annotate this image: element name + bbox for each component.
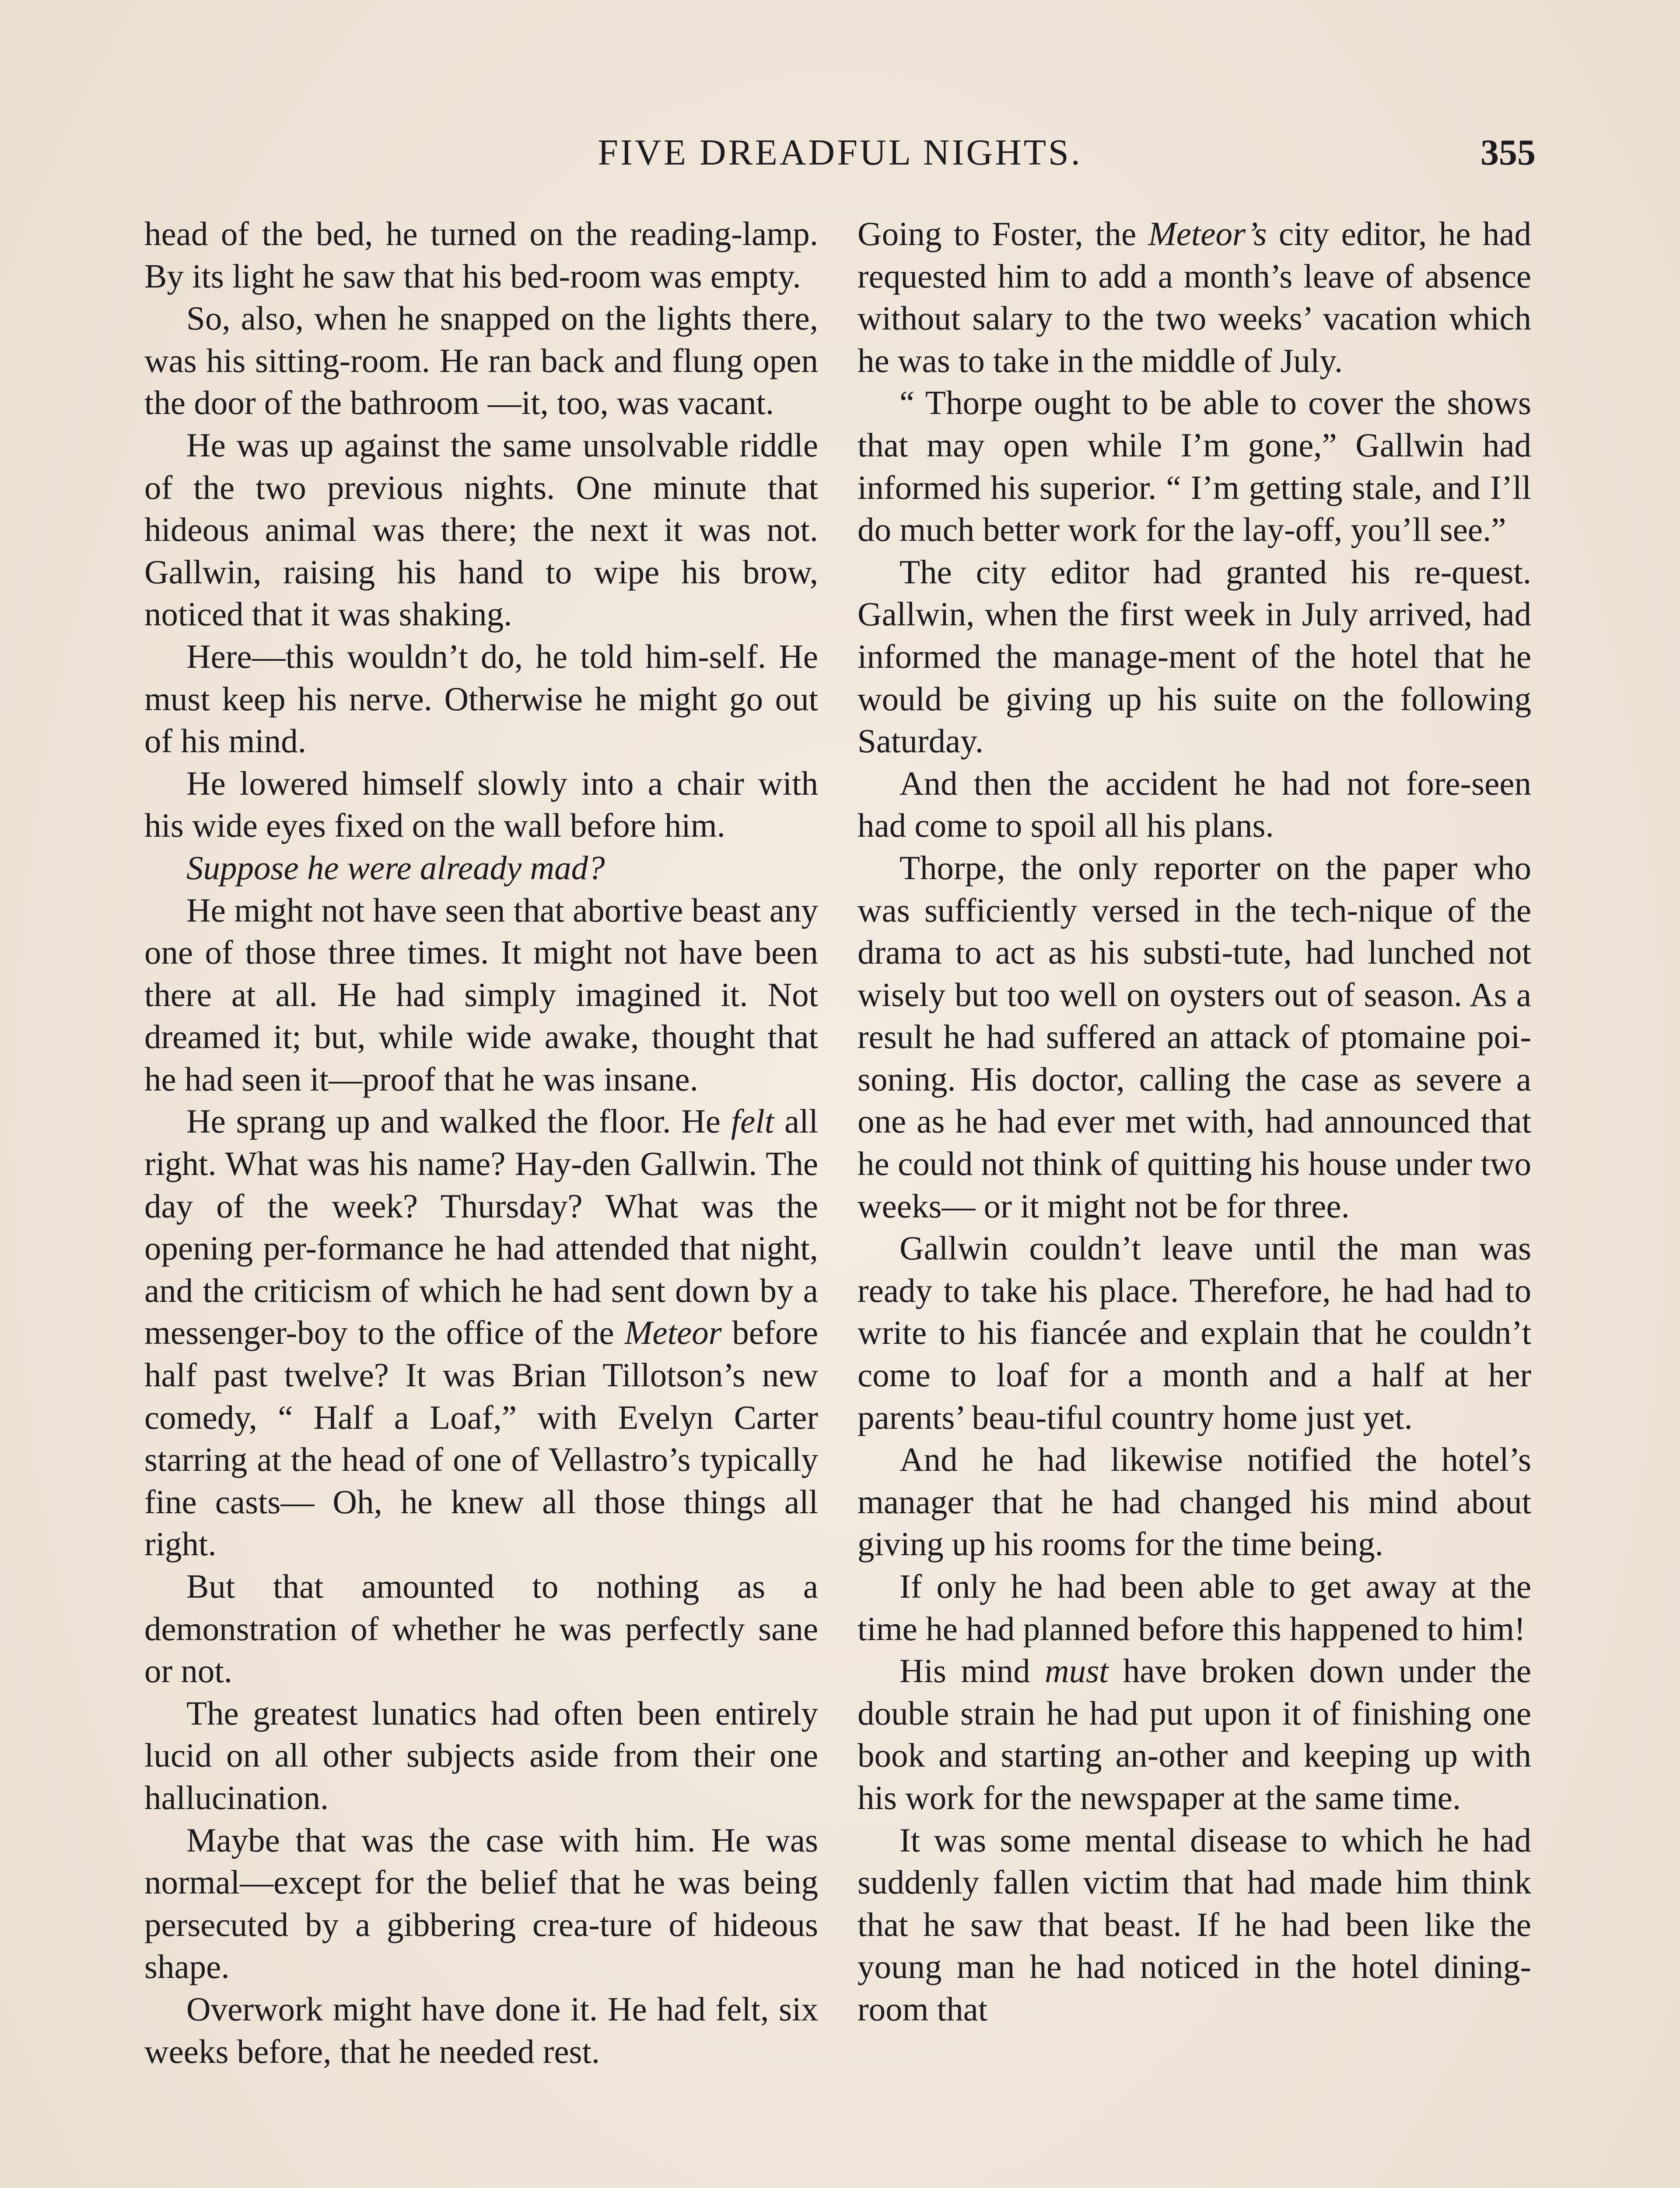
paragraph: The city editor had granted his re-quest. Gallwin, when the first week in July arrived, had informed the manage-ment of the hotel that he would be giving up his suite on the following Saturday. [858,553,1531,760]
paragraph: “ Thorpe ought to be able to cover the shows that may open while I’m gone,” Gallwin had informed his superior. “ I’m getting stale, and I’ll do much better work for the lay-off, you’ll see.” [858,384,1531,549]
paragraph: Overwork might have done it. He had felt, six weeks before, that he needed rest. [144,1990,818,2070]
paragraph: He was up against the same unsolvable riddle of the two previous nights. One minute that hideous animal was there; the next it was not. Gallwin, raising his hand to wipe his brow, noticed that it was shaking. [144,426,818,633]
paragraph: Here—this wouldn’t do, he told him-self. He must keep his nerve. Otherwise he might go out of his mind. [144,637,818,760]
left-column [144,213,818,2072]
paragraph: Gallwin couldn’t leave until the man was ready to take his place. Therefore, he had had to write to his fiancée and explain that he couldn’t come to loaf for a month and a half at her parents’ beau-tiful country home just yet. [858,1229,1531,1436]
page-number: 355 [1480,132,1536,173]
page-header [144,131,1536,184]
paragraph: So, also, when he snapped on the lights there, was his sitting-room. He ran back and flung open the door of the bathroom —it, too, was vacant. [144,299,818,422]
paragraph: But that amounted to nothing as a demonstration of whether he was perfectly sane or not. [144,1567,818,1690]
italic-word: felt [731,1102,774,1140]
paragraph: If only he had been able to get away at the time he had planned before this happened to him! [858,1567,1531,1648]
paragraph: And then the accident he had not fore-seen had come to spoil all his plans. [858,764,1531,845]
paragraph: And he had likewise notified the hotel’s manager that he had changed his mind about giving up his rooms for the time being. [858,1441,1531,1563]
text-run: His mind [900,1652,1030,1690]
text-run: have broken down under the double strain he had put upon it of finishing one book and starting an-other and keeping up with his work for the newspaper at the same time. [858,1652,1531,1816]
italic-word: Meteor’s [1148,215,1267,252]
paragraph [858,213,1531,382]
right-column [858,213,1531,2030]
text-run: He sprang up and walked the floor. He [186,1102,721,1140]
paragraph: Maybe that was the case with him. He was normal—except for the belief that he was being persecuted by a gibbering crea-ture of hideous shape. [144,1821,818,1986]
paragraph: He lowered himself slowly into a chair with his wide eyes fixed on the wall before him. [144,764,818,845]
text-run: Going to Foster, the [858,215,1137,252]
italic-thought: Suppose he were already mad? [186,849,605,887]
paragraph [144,1100,818,1565]
running-title: FIVE DREADFUL NIGHTS. [598,132,1082,173]
paragraph: He might not have seen that abortive beast any one of those three times. It might not have been there at all. He had simply imagined it. Not dreamed it; but, while wide awake, thought that he had seen it—proof that he was insane. [144,891,818,1098]
text-run: before half past twelve? It was Brian Tillotson’s new comedy, “ Half a Loaf,” with Evelyn Carter starring at the head of one of Vellastro’s typically fine casts— Oh, he knew all those things all right. [144,1314,819,1563]
text-run: all right. What was his name? Hay-den Gallwin. The day of the week? Thursday? What was the opening per-formance he had attended that night, and the criticism of which he had sent down by a messenger-boy to the office of the [144,1102,818,1352]
paragraph: head of the bed, he turned on the reading-lamp. By its light he saw that his bed-room was empty. [144,215,818,295]
text-run: city editor, he had requested him to add a month’s leave of absence without salary to the two weeks’ vacation which he was to take in the middle of July. [858,215,1531,379]
italic-word: must [1045,1652,1109,1690]
paragraph: It was some mental disease to which he had suddenly fallen victim that had made him think that he saw that beast. If he had been like the young man he had noticed in the hotel dining-room that [858,1821,1531,2028]
paragraph: Thorpe, the only reporter on the paper who was sufficiently versed in the tech-nique of the drama to act as his substi-tute, had lunched not wisely but too well on oysters out of season. As a result he had suffered an attack of ptomaine poi-soning. His doctor, calling the case as severe a one as he had ever met with, had announced that he could not think of quitting his house under two weeks— or it might not be for three. [858,849,1531,1225]
italic-word: Meteor [624,1314,722,1352]
paragraph: The greatest lunatics had often been entirely lucid on all other subjects aside from their one hallucination. [144,1694,818,1816]
paragraph [858,1650,1531,1819]
paragraph-italic [144,847,818,889]
